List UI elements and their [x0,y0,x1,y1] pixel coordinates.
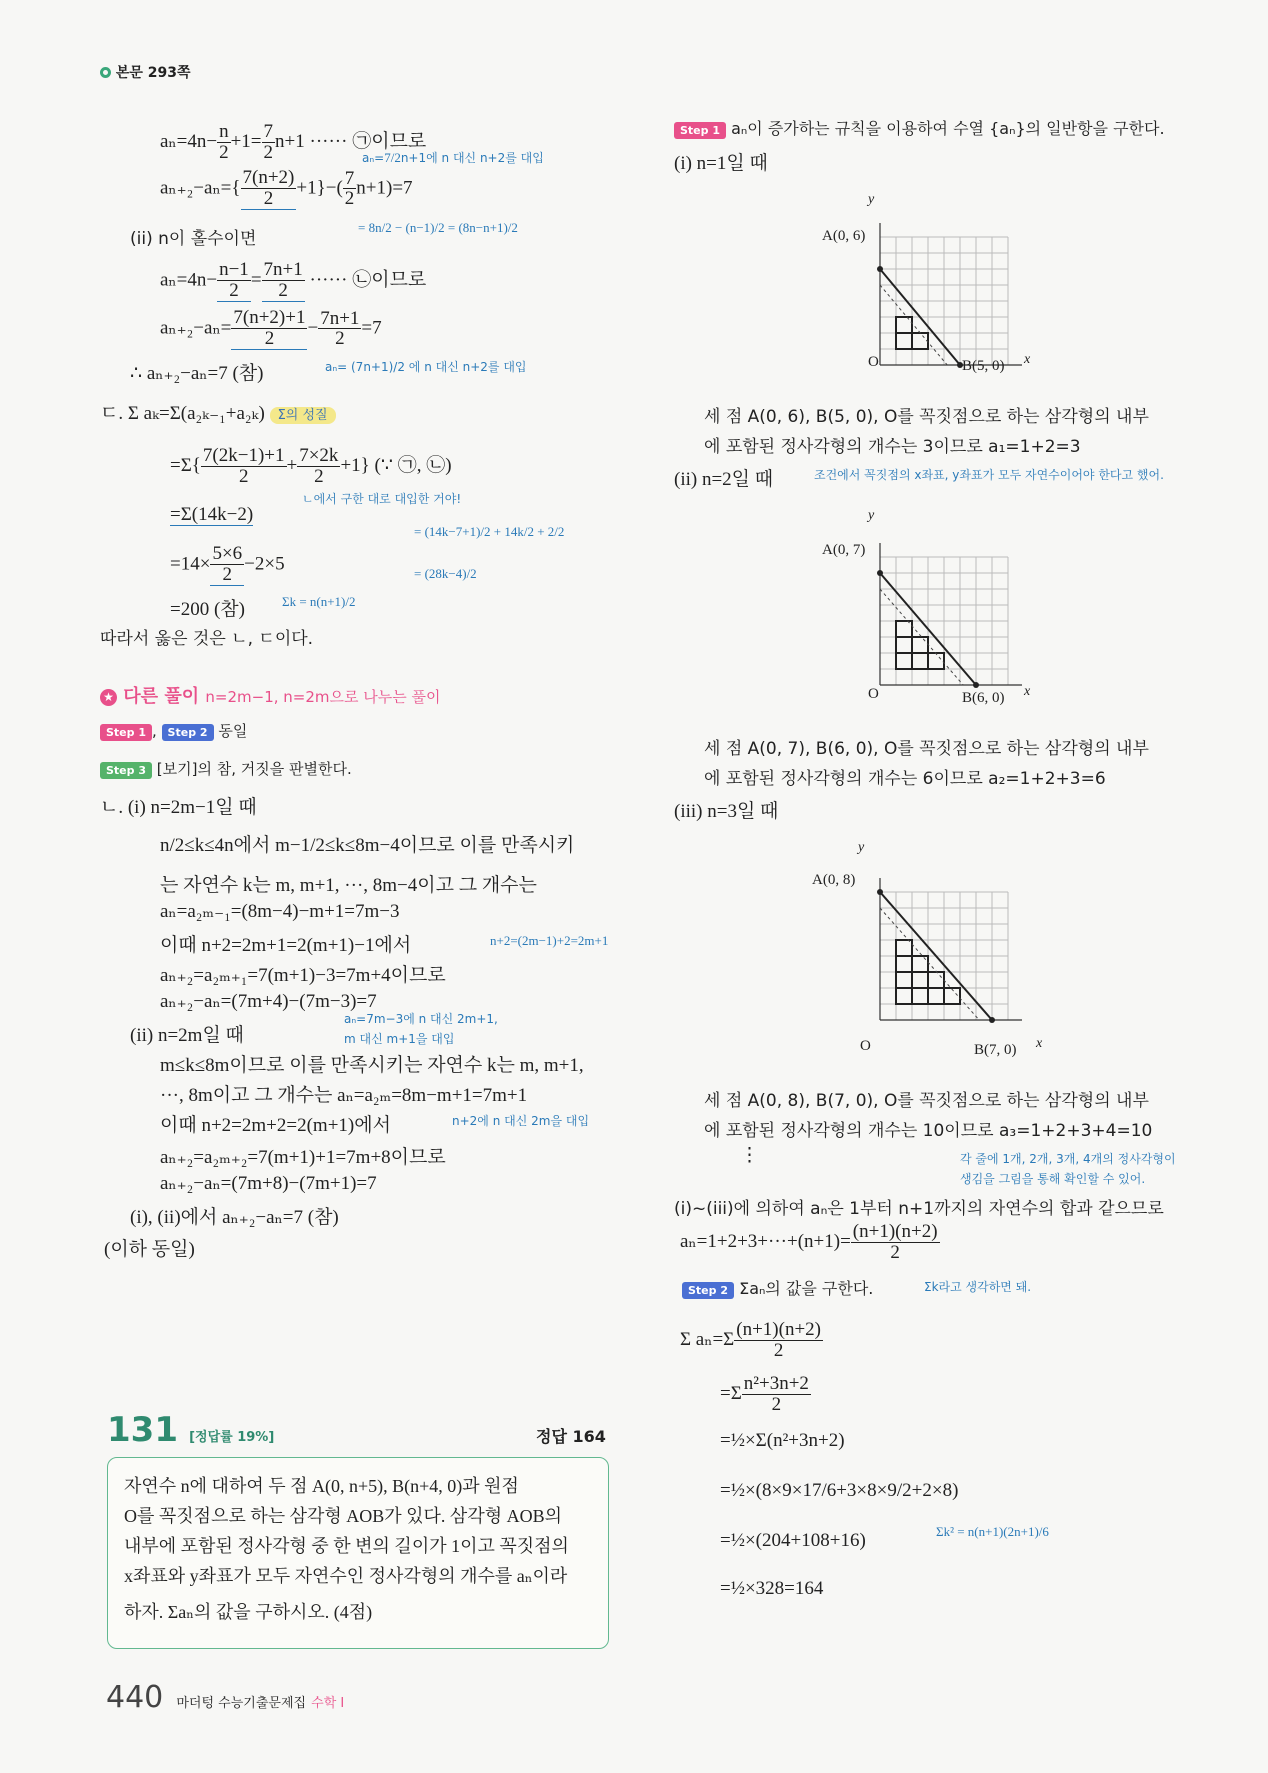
point-a [877,570,883,576]
sum-line-2: =Σ $\frac{\text{n²+3n+2}}{2}$ [720,1373,809,1415]
note-rows-1: 각 줄에 1개, 2개, 3개, 4개의 정사각형이 [960,1152,1176,1166]
right-case2: (ii) n=2일 때 [674,469,774,490]
graph2-label-x: x [1024,684,1031,699]
alt-a11: 이때 n+2=2m+2=2(m+1)에서 [160,1115,391,1136]
unit-square [896,333,912,349]
unit-square [928,653,944,669]
problem-text-2: O를 꼭짓점으로 하는 삼각형 AOB가 있다. 삼각형 AOB의 [124,1506,562,1526]
alt-a4: aₙ=a₂ₘ₋₁=(8m−4)−m+1=7m−3 [160,901,400,922]
header-circle-icon [100,67,111,78]
graph3-label-b: B(7, 0) [974,1042,1017,1058]
alt-a3: 는 자연수 k는 m, m+1, ···, 8m−4이고 그 개수는 [160,875,537,896]
graph1-label-a: A(0, 6) [822,228,866,244]
alt-a7: aₙ₊₂−aₙ=(7m+4)−(7m−3)=7 [160,991,377,1012]
unit-square [896,653,912,669]
book-title: 마더텅 수능기출문제집 [176,1696,307,1711]
eq-l11: =200 (참) [170,599,245,620]
dashed-line [880,285,947,365]
footer [106,1680,344,1715]
graph2-label-b: B(6, 0) [962,690,1005,706]
note-from-n: ㄴ에서 구한 대로 대입한 거야! [302,492,462,506]
unit-square [896,940,912,956]
alt-note-1: n+2=(2m−1)+2=2m+1 [490,933,609,948]
alt-heading: ★ 다른 풀이 n=2m−1, n=2m으로 나누는 풀이 [100,682,440,708]
conclusion: 따라서 옳은 것은 ㄴ, ㄷ이다. [100,629,314,649]
sum-line-6: =½×328=164 [720,1578,824,1599]
eq-l9: =Σ(14k−2) [170,504,254,525]
sum-line-1: Σ aₙ=Σ $\frac{(n+1)(n+2)}{2}$ [680,1319,821,1361]
right-concl: (i)~(iii)에 의하여 aₙ은 1부터 n+1까지의 자연수의 합과 같으므로 [674,1199,1164,1219]
unit-square [896,972,912,988]
unit-square [912,972,928,988]
unit-square [928,988,944,1004]
right-general: aₙ=1+2+3+···+(n+1)= $\frac{(n+1)(n+2)}{2}$ [680,1221,938,1263]
unit-square [896,988,912,1004]
graph2-label-o: O [868,686,879,702]
alt-a2: n/2≤k≤4n에서 m−1/2≤k≤8m−4이므로 이를 만족시키 [160,835,575,856]
alt-steps-12: Step 1 , Step 2 동일 [100,720,247,741]
graph3-label-o: O [860,1038,871,1054]
graph2-label-a: A(0, 7) [822,542,866,558]
right-case1: (i) n=1일 때 [674,153,768,174]
sum-line-3: =½×Σ(n²+3n+2) [720,1430,845,1451]
problem-text-3: 내부에 포함된 정사각형 중 한 변의 길이가 1이고 꼭짓점의 [124,1536,569,1556]
note-odd-expand: = 8n/2 − (n−1)/2 = (8n−n+1)/2 [358,220,518,235]
page-header [100,62,191,82]
unit-square [896,621,912,637]
alt-a9: m≤k≤8m이므로 이를 만족시키는 자연수 k는 m, m+1, [160,1055,584,1076]
graph2-label-y: y [868,508,875,523]
note-k: Σk라고 생각하면 돼. [924,1280,1032,1294]
note-rows-2: 생김을 그림을 통해 확인할 수 있어. [960,1172,1146,1186]
right-t1a: 세 점 A(0, 6), B(5, 0), O를 꼭짓점으로 하는 삼각형의 내부 [704,407,1149,427]
note-sub-n2: aₙ=7/2n+1에 n 대신 n+2를 대입 [362,150,544,165]
right-t2a: 세 점 A(0, 7), B(6, 0), O를 꼭짓점으로 하는 삼각형의 내부 [704,739,1149,759]
alt-note-2: aₙ=7m−3에 n 대신 2m+1, [344,1012,498,1026]
problem-number-row [107,1410,274,1450]
eq-l7: ㄷ. Σ aₖ=Σ(a₂ₖ₋₁+a₂ₖ) Σ의 성질 [100,398,336,425]
problem-text-4: x좌표와 y좌표가 모두 자연수인 정사각형의 개수를 aₙ이라 [124,1566,568,1586]
graph3-label-y: y [858,840,865,855]
alt-a12: aₙ₊₂=a₂ₘ₊₂=7(m+1)+1=7m+8이므로 [160,1147,446,1168]
graph-n2 [860,515,1050,705]
alt-a10: ···, 8m이고 그 개수는 aₙ=a₂ₘ=8m−m+1=7m+1 [160,1085,528,1106]
graph-n3 [860,850,1050,1040]
eq-l5: aₙ₊₂−aₙ= $\frac{7(n+2)+1}{2}$ − $\frac{7n+1}{2}$ =7 [160,307,382,350]
right-step1: Step 1 aₙ이 증가하는 규칙을 이용하여 수열 {aₙ}의 일반항을 구한다. [674,116,1165,139]
unit-square [896,317,912,333]
graph1-label-o: O [868,354,879,370]
unit-square [912,637,928,653]
note-sub-odd: aₙ= (7n+1)/2 에 n 대신 n+2를 대입 [325,360,527,374]
eq-l4: aₙ=4n− $\frac{n-1}{2}$ = $\frac{7n+1}{2}$ ······ ㉡이므로 [160,259,427,301]
unit-square [896,637,912,653]
point-b [989,1017,995,1023]
alt-a5: 이때 n+2=2m+1=2(m+1)−1에서 [160,935,412,956]
right-t2b: 에 포함된 정사각형의 개수는 6이므로 a₂=1+2+3=6 [704,769,1106,789]
page-number: 440 [106,1680,164,1715]
right-t3a: 세 점 A(0, 8), B(7, 0), O를 꼭짓점으로 하는 삼각형의 내부 [704,1091,1149,1111]
unit-square [928,972,944,988]
subject: 수학 I [311,1696,345,1711]
sigma-property-tag: Σ의 성질 [270,407,336,424]
right-case3: (iii) n=3일 때 [674,801,779,822]
right-step2: Step 2 Σaₙ의 값을 구한다. [682,1276,873,1299]
problem-text-1: 자연수 n에 대하여 두 점 A(0, n+5), B(n+4, 0)과 원점 [124,1476,519,1496]
answer-label: 정답 164 [536,1427,606,1446]
problem-number: 131 [107,1410,178,1450]
alt-a8: (ii) n=2m일 때 [130,1025,244,1046]
graph3-label-x: x [1036,1036,1043,1051]
point-a [877,889,883,895]
alt-note-3: m 대신 m+1을 대입 [344,1032,455,1046]
graph1-label-x: x [1024,352,1031,367]
note-expand-14k: = (14k−7+1)/2 + 14k/2 + 2/2 [414,524,565,539]
unit-square [912,956,928,972]
unit-square [944,988,960,1004]
note-sum-k: Σk = n(n+1)/2 [282,594,356,609]
point-b [973,682,979,688]
problem-box [107,1457,609,1649]
alt-a14: (i), (ii)에서 aₙ₊₂−aₙ=7 (참) [130,1207,339,1228]
alt-step3: Step 3 [보기]의 참, 거짓을 판별한다. [100,758,352,779]
eq-l8: =Σ{ $\frac{7(2k-1)+1}{2}$ + $\frac{7\times 2k}{2}$ +1} (∵ ㉠, ㉡) [170,445,452,487]
graph-n1 [860,195,1050,385]
eq-l2: aₙ₊₂−aₙ={ $\frac{7(n+2)}{2}$ +1}−( $\frac{7}{2}$ n+1)=7 [160,167,413,210]
unit-square [912,988,928,1004]
alt-a15: (이하 동일) [104,1239,195,1260]
eq-l1: aₙ=4n− $\frac{n}{2}$ +1= $\frac{7}{2}$ n+1 ······ ㉠이므로 [160,121,427,163]
alt-a1: ㄴ. (i) n=2m−1일 때 [100,797,257,818]
point-a [877,266,883,272]
sum-line-5: =½×(204+108+16) [720,1530,866,1551]
star-icon: ★ [100,689,117,706]
unit-square [912,333,928,349]
eq-l10: =14× $\frac{5\times 6}{2}$ −2×5 [170,543,285,585]
right-t1b: 에 포함된 정사각형의 개수는 3이므로 a₁=1+2=3 [704,437,1081,457]
eq-l6: ∴ aₙ₊₂−aₙ=7 (참) [130,363,264,384]
alt-a6: aₙ₊₂=a₂ₘ₊₁=7(m+1)−3=7m+4이므로 [160,965,446,986]
right-vdots: ⋮ [740,1145,759,1166]
graph1-label-b: B(5, 0) [962,358,1005,374]
note-sum-sq: Σk² = n(n+1)(2n+1)/6 [936,1524,1049,1539]
graph1-label-y: y [868,192,875,207]
alt-note-4: n+2에 n 대신 2m을 대입 [452,1114,590,1128]
problem-text-5: 하자. Σaₙ의 값을 구하시오. (4점) [124,1602,373,1622]
graph3-label-a: A(0, 8) [812,872,856,888]
case-odd: (ii) n이 홀수이면 [130,229,257,249]
sum-line-4: =½×(8×9×17/6+3×8×9/2+2×8) [720,1480,959,1501]
note-28k: = (28k−4)/2 [414,566,477,581]
alt-a13: aₙ₊₂−aₙ=(7m+8)−(7m+1)=7 [160,1173,377,1194]
right-t3b: 에 포함된 정사각형의 개수는 10이므로 a₃=1+2+3+4=10 [704,1121,1153,1141]
unit-square [896,956,912,972]
header-title: 본문 293쪽 [115,65,191,81]
note-case2: 조건에서 꼭짓점의 x좌표, y좌표가 모두 자연수이어야 한다고 했어. [814,468,1164,482]
unit-square [912,653,928,669]
problem-rate: [정답률 19%] [189,1430,275,1445]
